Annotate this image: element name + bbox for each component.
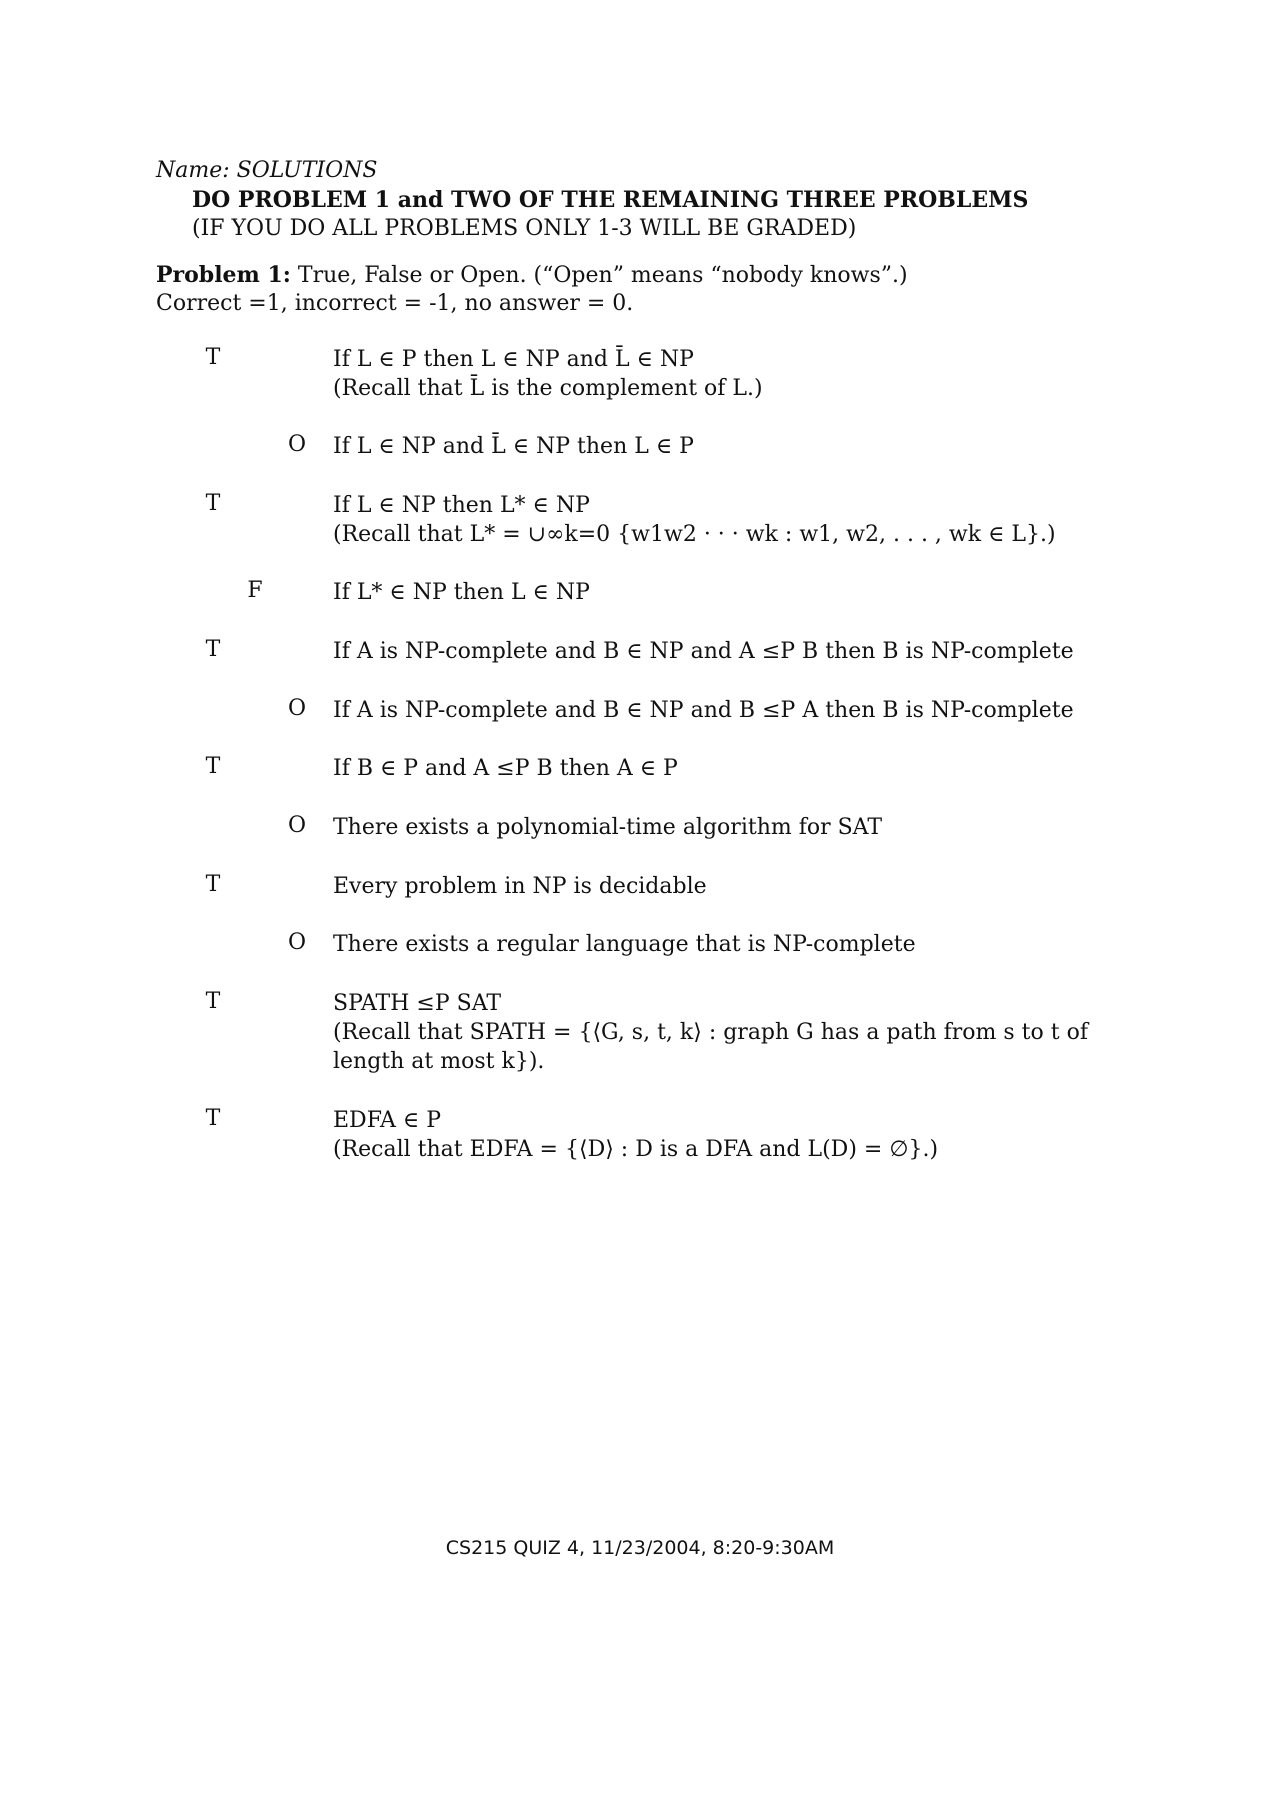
question-12-statement: EDFA ∈ P xyxy=(333,1108,442,1133)
scoring-rules: Correct =1, incorrect = -1, no answer = 0. xyxy=(156,291,634,316)
question-10-statement: There exists a regular language that is NP-complete xyxy=(333,932,916,957)
answer-O-8: O xyxy=(287,813,307,838)
answer-T-11: T xyxy=(205,989,221,1014)
question-2 xyxy=(333,432,1103,461)
answer-T-5: T xyxy=(205,637,221,662)
instruction-heading: DO PROBLEM 1 and TWO OF THE REMAINING THREE PROBLEMS xyxy=(192,187,1029,213)
question-11 xyxy=(333,989,1103,1076)
question-3-recall: (Recall that L* = ∪∞k=0 {w1w2 · · · wk : w1, w2, . . . , wk ∈ L}.) xyxy=(333,522,1056,547)
question-4 xyxy=(333,578,1103,607)
grading-note: (IF YOU DO ALL PROBLEMS ONLY 1-3 WILL BE GRADED) xyxy=(192,216,857,241)
question-11-statement: SPATH ≤P SAT xyxy=(333,991,502,1016)
question-6-statement: If A is NP-complete and B ∈ NP and B ≤P A then B is NP-complete xyxy=(333,698,1074,723)
problem-description: True, False or Open. (“Open” means “nobody knows”.) xyxy=(290,263,908,288)
question-4-statement: If L* ∈ NP then L ∈ NP xyxy=(333,580,590,605)
question-5-statement: If A is NP-complete and B ∈ NP and A ≤P B then B is NP-complete xyxy=(333,639,1074,664)
question-12-recall: (Recall that EDFA = {⟨D⟩ : D is a DFA and L(D) = ∅}.) xyxy=(333,1137,939,1162)
question-6 xyxy=(333,696,1103,725)
problem-label: Problem 1: xyxy=(156,262,291,288)
question-8-statement: There exists a polynomial-time algorithm for SAT xyxy=(333,815,883,840)
question-11-recall-cont: length at most k}). xyxy=(333,1049,545,1074)
answer-O-10: O xyxy=(287,930,307,955)
question-8 xyxy=(333,813,1103,842)
question-3-statement: If L ∈ NP then L* ∈ NP xyxy=(333,493,590,518)
question-11-recall: (Recall that SPATH = {⟨G, s, t, k⟩ : graph G has a path from s to t of xyxy=(333,1020,1088,1045)
question-7 xyxy=(333,754,1103,783)
question-10 xyxy=(333,930,1103,959)
question-3 xyxy=(333,491,1103,549)
answer-T-12: T xyxy=(205,1106,221,1131)
answer-T-1: T xyxy=(205,345,221,370)
answer-O-2: O xyxy=(287,432,307,457)
question-1 xyxy=(333,345,1103,403)
problem-intro xyxy=(156,262,908,288)
answer-O-6: O xyxy=(287,696,307,721)
question-9 xyxy=(333,872,1103,901)
answer-T-7: T xyxy=(205,754,221,779)
question-1-statement: If L ∈ P then L ∈ NP and L̄ ∈ NP xyxy=(333,347,694,372)
quiz-footer: CS215 QUIZ 4, 11/23/2004, 8:20-9:30AM xyxy=(445,1537,835,1559)
answer-T-9: T xyxy=(205,872,221,897)
question-5 xyxy=(333,637,1103,666)
question-1-recall: (Recall that L̄ is the complement of L.) xyxy=(333,376,763,401)
question-12 xyxy=(333,1106,1103,1164)
student-name: Name: SOLUTIONS xyxy=(156,158,378,183)
question-2-statement: If L ∈ NP and L̄ ∈ NP then L ∈ P xyxy=(333,434,694,459)
answer-F-4: F xyxy=(247,578,263,603)
question-9-statement: Every problem in NP is decidable xyxy=(333,874,707,899)
question-7-statement: If B ∈ P and A ≤P B then A ∈ P xyxy=(333,756,678,781)
answer-T-3: T xyxy=(205,491,221,516)
